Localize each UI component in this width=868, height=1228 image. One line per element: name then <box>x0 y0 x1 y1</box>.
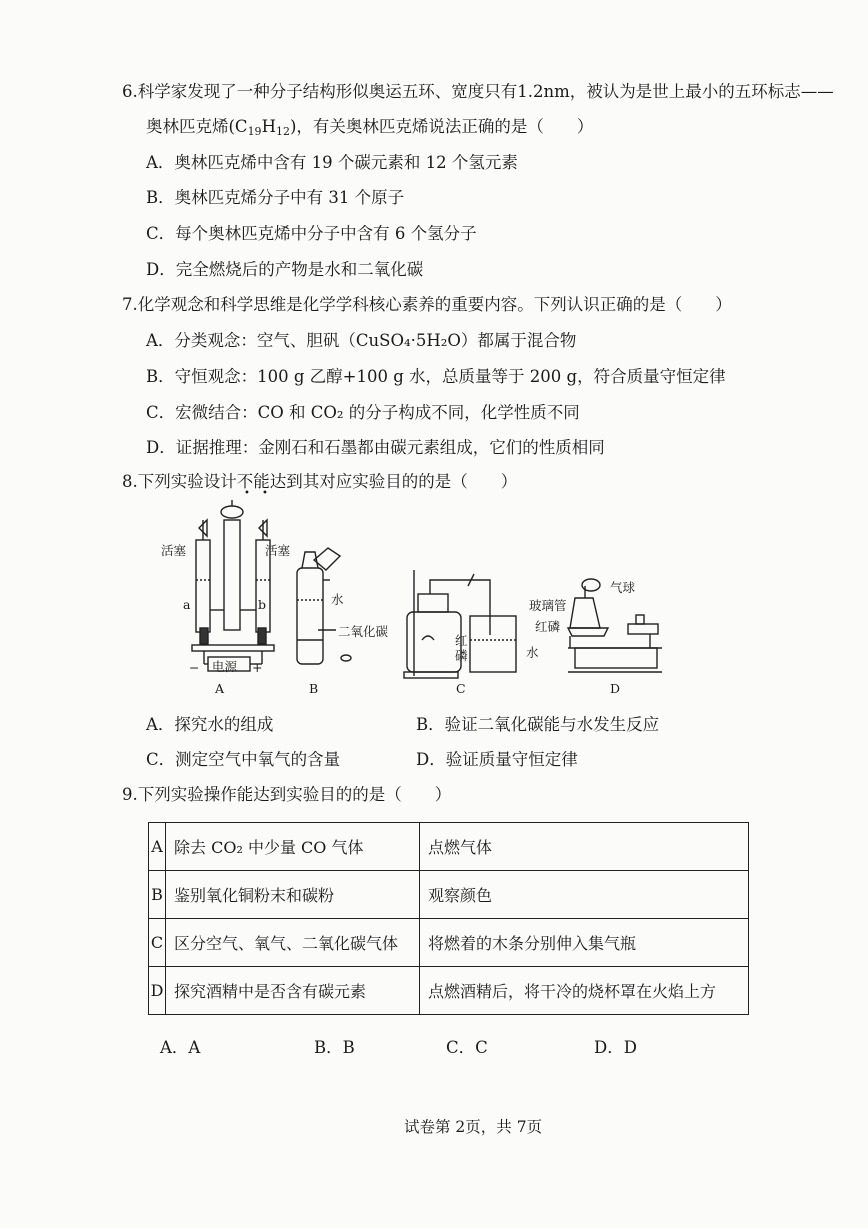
table-row <box>149 919 749 967</box>
label-red-2: 磷 <box>455 648 468 663</box>
q9-choice-c: C．C <box>446 1038 488 1057</box>
table-row <box>149 871 749 919</box>
q8-option-d: D．验证质量守恒定律 <box>416 750 578 769</box>
row-purpose: 区分空气、氧气、二氧化碳气体 <box>166 919 420 967</box>
electrolysis-apparatus <box>192 500 274 671</box>
label-water-b: 水 <box>331 592 344 607</box>
row-key: A <box>149 823 166 871</box>
q6-h-sub: 12 <box>275 125 290 138</box>
row-key: D <box>149 967 166 1015</box>
label-red-phosphorus: 红磷 <box>535 619 561 634</box>
q7-stem: 7.化学观念和科学思维是化学学科核心素养的重要内容。下列认识正确的是（ ） <box>122 295 732 314</box>
row-key: C <box>149 919 166 967</box>
q7-option-d: D．证据推理：金刚石和石墨都由碳元素组成，它们的性质相同 <box>146 438 605 457</box>
row-purpose: 除去 CO₂ 中少量 CO 气体 <box>166 823 420 871</box>
row-method: 将燃着的木条分别伸入集气瓶 <box>420 919 749 967</box>
row-method: 点燃气体 <box>420 823 749 871</box>
row-method: 点燃酒精后，将干冷的烧杯罩在火焰上方 <box>420 967 749 1015</box>
q8-option-a: A．探究水的组成 <box>146 715 274 734</box>
q9-stem: 9.下列实验操作能达到实验目的的是（ ） <box>122 785 452 804</box>
row-method: 观察颜色 <box>420 871 749 919</box>
q7-option-a: A．分类观念：空气、胆矾（CuSO₄·5H₂O）都属于混合物 <box>146 331 577 350</box>
q6-option-c: C．每个奥林匹克烯中分子中含有 6 个氢分子 <box>146 224 477 243</box>
caption-b: B <box>309 681 319 696</box>
row-purpose: 鉴别氧化铜粉末和碳粉 <box>166 871 420 919</box>
q6-option-a: A．奥林匹克烯中含有 19 个碳元素和 12 个氢元素 <box>146 153 518 172</box>
caption-a: A <box>215 681 225 696</box>
label-balloon: 气球 <box>610 580 636 595</box>
emphasis-dot: • <box>244 488 250 499</box>
page-footer: 试卷第 2页，共 7页 <box>404 1118 543 1136</box>
q6-option-b: B．奥林匹克烯分子中有 31 个原子 <box>146 188 405 207</box>
q8-option-b: B．验证二氧化碳能与水发生反应 <box>416 715 660 734</box>
label-red-1: 红 <box>455 633 468 648</box>
row-purpose: 探究酒精中是否含有碳元素 <box>166 967 420 1015</box>
label-plus: + <box>252 660 263 675</box>
label-water-c: 水 <box>526 645 539 660</box>
table-row <box>149 967 749 1015</box>
q9-choice-d: D．D <box>594 1038 637 1057</box>
label-co2: 二氧化碳 <box>338 624 389 639</box>
label-stopcock-right: 活塞 <box>265 543 291 558</box>
q6-stem-pre: 奥林匹克烯(C <box>146 117 248 136</box>
caption-d: D <box>610 681 621 696</box>
q9-choice-b: B．B <box>314 1038 355 1057</box>
label-stopcock-left: 活塞 <box>161 543 187 558</box>
label-minus: − <box>189 660 200 675</box>
label-electrode-b: b <box>258 597 267 612</box>
caption-c: C <box>456 681 466 696</box>
q6-option-d: D．完全燃烧后的产物是水和二氧化碳 <box>146 260 424 279</box>
q6-stem-line1: 6.科学家发现了一种分子结构形似奥运五环、宽度只有1.2nm，被认为是世上最小的五环标志—— <box>122 82 834 101</box>
q8-option-c: C．测定空气中氧气的含量 <box>146 750 341 769</box>
emphasis-dot: • <box>262 488 268 499</box>
q9-choice-a: A．A <box>160 1038 201 1057</box>
label-power-supply: 电源 <box>212 659 238 674</box>
q6-h-label: H <box>261 117 276 136</box>
q6-c-sub: 19 <box>247 125 262 138</box>
q6-stem-post: )，有关奥林匹克烯说法正确的是（ ） <box>289 117 594 136</box>
label-electrode-a: a <box>183 597 191 612</box>
q7-option-c: C．宏微结合：CO 和 CO₂ 的分子构成不同，化学性质不同 <box>146 403 580 422</box>
table-row <box>149 823 749 871</box>
label-glass-tube: 玻璃管 <box>529 598 567 613</box>
q7-option-b: B．守恒观念：100 g 乙醇+100 g 水，总质量等于 200 g，符合质量守恒定律 <box>146 367 726 386</box>
row-key: B <box>149 871 166 919</box>
q8-stem: 8.下列实验设计不能达到其对应实验目的的是（ ） <box>122 472 518 491</box>
q9-table <box>148 822 749 1015</box>
